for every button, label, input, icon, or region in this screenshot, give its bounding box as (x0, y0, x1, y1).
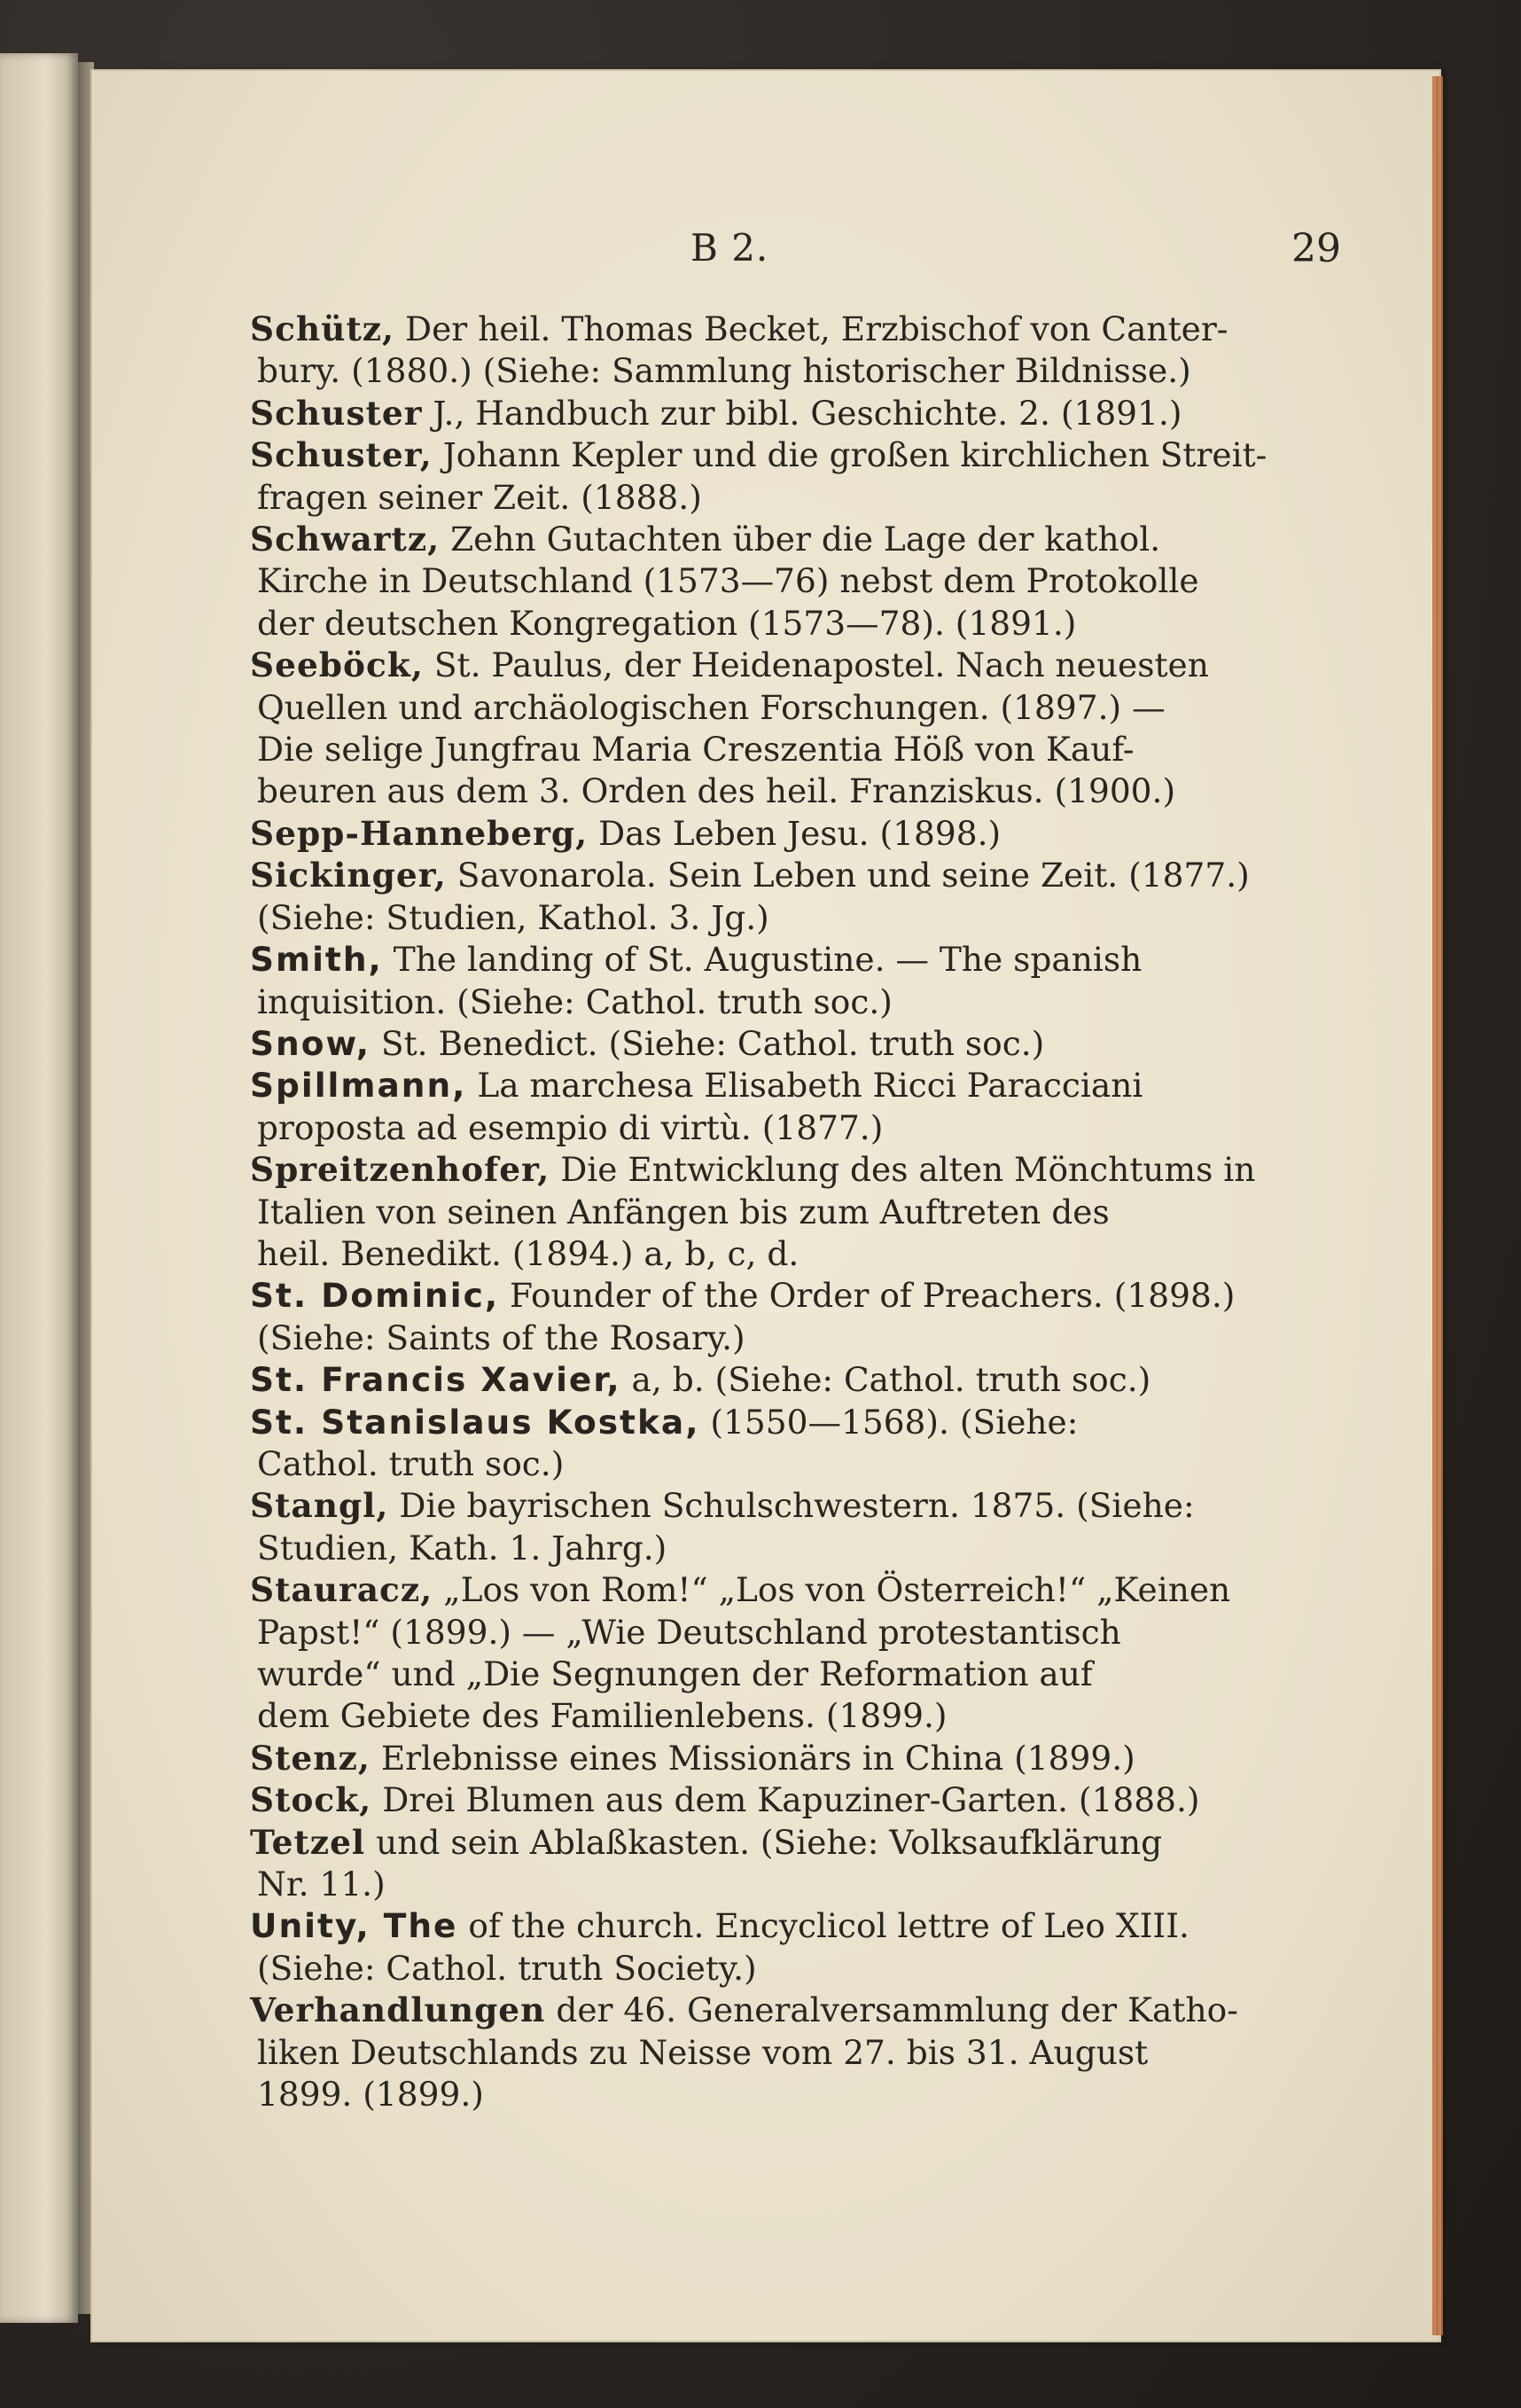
entry-line (250, 393, 1246, 434)
entry-author: Verhandlungen (250, 1990, 546, 2030)
entry-line (257, 1864, 1246, 1905)
entry-line (250, 1738, 1246, 1779)
entry-text: der deutschen Kongregation (1573—78). (1891.) (257, 603, 1077, 643)
catalog-entry (250, 813, 1246, 855)
entry-text: wurde“ und „Die Segnungen der Reformation auf (257, 1654, 1093, 1693)
entry-line (250, 434, 1268, 476)
catalog-entry (250, 1065, 1246, 1149)
catalog-entry (250, 309, 1246, 393)
entry-text: Der heil. Thomas Becket, Erzbischof von Canter- (405, 309, 1228, 348)
entry-line (257, 1695, 1246, 1737)
entry-line (250, 1149, 1256, 1191)
entry-text: und sein Ablaßkasten. (Siehe: Volksaufklärung (376, 1822, 1163, 1862)
entry-text: Zehn Gutachten über die Lage der kathol. (450, 520, 1161, 559)
entry-text: Die Entwicklung des alten Mönchtums in (560, 1150, 1256, 1190)
catalog-entry (250, 645, 1246, 813)
entry-line (257, 477, 1246, 519)
entry-text: (Siehe: Studien, Kathol. 3. Jg.) (257, 897, 769, 937)
entry-author: Unity, The (250, 1906, 458, 1946)
entry-author: Spillmann, (250, 1066, 467, 1106)
entry-line (250, 1402, 1246, 1443)
entry-line (257, 1317, 1246, 1359)
entry-line (250, 1822, 1246, 1864)
entry-text: Studien, Kath. 1. Jahrg.) (257, 1528, 667, 1568)
entry-author: Spreitzenhofer, (250, 1150, 550, 1190)
entry-author: Tetzel (250, 1822, 366, 1862)
entry-line (257, 1443, 1246, 1485)
entry-text: La marchesa Elisabeth Ricci Paracciani (477, 1066, 1143, 1106)
entry-text: a, b. (Siehe: Cathol. truth soc.) (631, 1360, 1151, 1400)
entry-author: Snow, (250, 1023, 370, 1063)
entry-line (250, 813, 1246, 855)
entry-text: proposta ad esempio di virtù. (1877.) (257, 1107, 884, 1147)
entry-line (257, 1654, 1246, 1695)
entry-text: der 46. Generalversammlung der Katho- (556, 1990, 1238, 2030)
entry-text: (Siehe: Saints of the Rosary.) (257, 1317, 745, 1357)
entry-text: Nr. 11.) (257, 1865, 386, 1904)
facing-page-edge (0, 53, 78, 2323)
catalog-entry (250, 1275, 1246, 1359)
section-signature: B 2. (690, 226, 769, 270)
entry-text: (Siehe: Cathol. truth Society.) (257, 1948, 757, 1988)
entry-line (257, 1192, 1246, 1233)
entry-author: Stock, (250, 1780, 372, 1820)
entry-author: Schwartz, (250, 520, 441, 559)
entry-line (250, 1065, 1246, 1106)
entry-line (257, 897, 1246, 939)
entry-line (250, 855, 1250, 896)
entry-text: dem Gebiete des Familienlebens. (1899.) (257, 1696, 948, 1736)
entry-line (257, 1233, 1246, 1275)
entry-author: Schuster, (250, 435, 433, 475)
catalog-entry (250, 519, 1246, 645)
catalog-entry (250, 1738, 1246, 1779)
entry-text: Founder of the Order of Preachers. (1898.) (510, 1276, 1236, 1316)
entry-text: The landing of St. Augustine. — The spanish (393, 940, 1143, 980)
entry-author: St. Stanislaus Kostka, (250, 1402, 700, 1442)
entry-author: St. Dominic, (250, 1276, 500, 1316)
entry-text: Die bayrischen Schulschwestern. 1875. (Siehe: (399, 1486, 1195, 1526)
entry-line (257, 1107, 1246, 1149)
entry-line (257, 2032, 1246, 2074)
entry-author: Stangl, (250, 1486, 389, 1526)
entry-author: Sepp-Hanneberg, (250, 813, 589, 853)
entry-line (257, 729, 1246, 770)
entry-text: 1899. (1899.) (257, 2075, 484, 2115)
entry-line (250, 1779, 1246, 1821)
entry-line (250, 1023, 1246, 1065)
catalog-entry (250, 1569, 1246, 1738)
catalog-entry (250, 393, 1246, 434)
entry-text: beuren aus dem 3. Orden des heil. Franziskus. (1900.) (257, 771, 1176, 811)
entry-text: Die selige Jungfrau Maria Creszentia Höß von Kauf- (257, 730, 1135, 770)
entry-text: Johann Kepler und die großen kirchlichen Streit- (442, 435, 1268, 475)
entry-text: liken Deutschlands zu Neisse vom 27. bis 31. August (257, 2032, 1149, 2072)
catalog-entry (250, 1485, 1246, 1569)
entry-text: Italien von seinen Anfängen bis zum Auftreten des (257, 1192, 1110, 1231)
entry-text: Das Leben Jesu. (1898.) (598, 813, 1002, 853)
entry-line (250, 645, 1246, 686)
entry-line (257, 1528, 1246, 1569)
entry-line (250, 1905, 1246, 1947)
entry-author: Stenz, (250, 1738, 370, 1778)
entry-line (250, 1569, 1246, 1611)
entry-line (257, 2074, 1246, 2115)
entry-text: (1550—1568). (Siehe: (710, 1402, 1079, 1442)
entry-text: J., Handbuch zur bibl. Geschichte. 2. (1891.) (433, 393, 1182, 433)
entry-line (257, 603, 1246, 645)
catalog-entry (250, 1779, 1246, 1821)
entry-line (257, 1948, 1246, 1990)
entry-line (250, 1275, 1246, 1317)
page-header (92, 226, 1439, 279)
entry-text: St. Paulus, der Heidenapostel. Nach neuesten (433, 645, 1209, 685)
entry-author: Schuster (250, 393, 423, 433)
entry-text: inquisition. (Siehe: Cathol. truth soc.) (257, 981, 893, 1021)
catalog-entry (250, 1990, 1246, 2115)
catalog-entry (250, 855, 1250, 939)
entry-author: Stauracz, (250, 1570, 433, 1610)
entry-text: St. Benedict. (Siehe: Cathol. truth soc.) (380, 1023, 1045, 1063)
entry-line (250, 1990, 1246, 2031)
entry-text: bury. (1880.) (Siehe: Sammlung historischer Bildnisse.) (257, 351, 1191, 391)
entry-line (257, 981, 1246, 1023)
entry-line (250, 939, 1246, 981)
catalog-entry (250, 434, 1268, 519)
catalog-entry (250, 1359, 1246, 1401)
catalog-entry (250, 1149, 1256, 1275)
entry-text: „Los von Rom!“ „Los von Österreich!“ „Keinen (443, 1570, 1231, 1610)
page-number: 29 (1291, 226, 1341, 271)
entry-author: Sickinger, (250, 856, 447, 895)
entry-text: Drei Blumen aus dem Kapuziner-Garten. (1888.) (382, 1780, 1200, 1820)
entry-line (257, 687, 1246, 729)
entry-author: Smith, (250, 940, 383, 980)
entry-line (250, 309, 1246, 350)
catalog-entry (250, 1905, 1246, 1990)
entry-text: Kirche in Deutschland (1573—76) nebst dem Protokolle (257, 561, 1199, 601)
entry-text: fragen seiner Zeit. (1888.) (257, 477, 702, 517)
catalog-entries (250, 309, 1268, 2115)
entry-line (250, 1359, 1246, 1401)
page-fore-edge (1432, 76, 1443, 2335)
catalog-entry (250, 1822, 1246, 1906)
catalog-entry (250, 939, 1246, 1023)
entry-text: of the church. Encyclicol lettre of Leo XIII. (468, 1906, 1190, 1946)
entry-author: Schütz, (250, 309, 395, 348)
entry-author: Seeböck, (250, 645, 424, 685)
entry-line (250, 519, 1246, 560)
entry-line (250, 1485, 1246, 1527)
entry-line (257, 1612, 1246, 1654)
entry-text: Papst!“ (1899.) — „Wie Deutschland protestantisch (257, 1612, 1121, 1652)
entry-text: Savonarola. Sein Leben und seine Zeit. (1877.) (456, 856, 1250, 895)
entry-author: St. Francis Xavier, (250, 1360, 621, 1400)
entry-text: Erlebnisse eines Missionärs in China (1899.) (380, 1738, 1135, 1778)
entry-text: heil. Benedikt. (1894.) a, b, c, d. (257, 1233, 800, 1273)
entry-line (257, 560, 1246, 602)
catalog-entry (250, 1402, 1246, 1486)
entry-line (257, 350, 1246, 392)
entry-text: Cathol. truth soc.) (257, 1443, 565, 1483)
catalog-entry (250, 1023, 1246, 1065)
entry-text: Quellen und archäologischen Forschungen. (1897.) — (257, 687, 1166, 727)
entry-line (257, 770, 1246, 812)
